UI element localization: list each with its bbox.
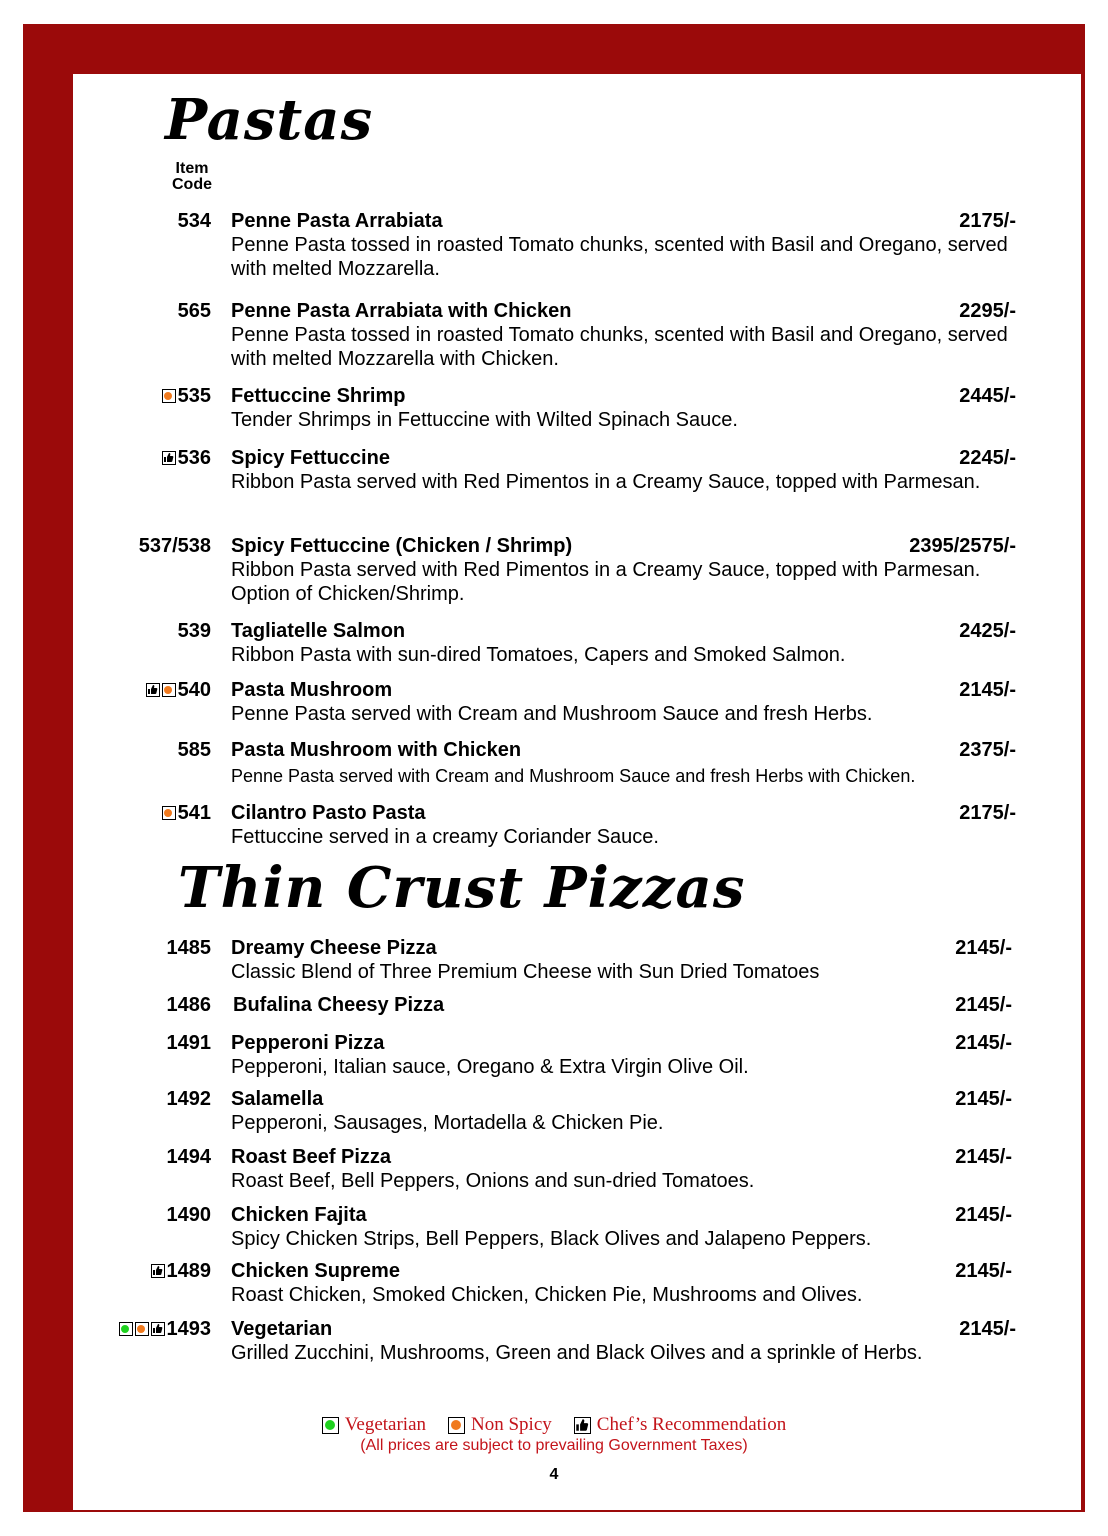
item-price: 2145/- (955, 1204, 1012, 1226)
item-description: Roast Beef, Bell Peppers, Onions and sun-dried Tomatoes. (231, 1170, 755, 1192)
item-code: 1493 (100, 1317, 211, 1341)
chef-recommendation-icon (151, 1264, 165, 1278)
item-name: Dreamy Cheese Pizza (231, 937, 437, 959)
item-code: 534 (177, 210, 211, 232)
item-name: Pasta Mushroom with Chicken (231, 739, 522, 761)
item-name: Spicy Fettuccine (231, 447, 390, 469)
item-name: Cilantro Pasto Pasta (231, 802, 426, 824)
section-title-pizzas: Thin Crust Pizzas (178, 855, 746, 921)
item-name: Chicken Supreme (231, 1260, 400, 1282)
legend-chef-recommendation: Chef’s Recommendation (574, 1414, 786, 1436)
chef-recommendation-icon (151, 1322, 165, 1336)
chef-recommendation-icon (574, 1417, 591, 1434)
non-spicy-icon (162, 806, 176, 820)
legend-non-spicy: Non Spicy (448, 1414, 552, 1436)
item-description: Spicy Chicken Strips, Bell Peppers, Black Olives and Jalapeno Peppers. (231, 1228, 872, 1250)
tax-note: (All prices are subject to prevailing Government Taxes) (360, 1437, 748, 1454)
chef-recommendation-icon (146, 683, 160, 697)
item-description: Roast Chicken, Smoked Chicken, Chicken Pie, Mushrooms and Olives. (231, 1284, 863, 1306)
legend (0, 1414, 1108, 1436)
item-code: 1486 (166, 994, 211, 1016)
item-description: Tender Shrimps in Fettuccine with Wilted Spinach Sauce. (231, 409, 738, 431)
page-number: 4 (549, 1466, 559, 1483)
item-description: Penne Pasta served with Cream and Mushroom Sauce and fresh Herbs with Chicken. (231, 766, 916, 786)
item-price: 2145/- (959, 679, 1016, 701)
section-title-pastas: Pastas (165, 87, 374, 153)
item-code: 585 (177, 739, 211, 761)
item-price: 2175/- (959, 210, 1016, 232)
item-price: 2145/- (955, 994, 1012, 1016)
item-price: 2245/- (959, 447, 1016, 469)
item-code: 1494 (166, 1146, 211, 1168)
item-code: 565 (177, 300, 211, 322)
item-code-header: Item Code (172, 160, 212, 193)
non-spicy-icon (162, 683, 176, 697)
item-price: 2445/- (959, 385, 1016, 407)
item-price: 2145/- (955, 1032, 1012, 1054)
item-name: Spicy Fettuccine (Chicken / Shrimp) (231, 535, 573, 557)
item-description: Penne Pasta tossed in roasted Tomato chunks, scented with Basil and Oregano, served with melted Mozzarella with Chicken. (231, 324, 1008, 370)
item-description: Fettuccine served in a creamy Coriander Sauce. (231, 826, 659, 848)
item-name: Vegetarian (231, 1318, 333, 1340)
legend-vegetarian: Vegetarian (322, 1414, 426, 1436)
item-price: 2375/- (959, 739, 1016, 761)
item-price: 2145/- (955, 1260, 1012, 1282)
item-code: 1489 (100, 1259, 211, 1283)
item-code: 537/538 (138, 535, 211, 557)
item-description: Ribbon Pasta with sun-dired Tomatoes, Capers and Smoked Salmon. (231, 644, 846, 666)
item-code: 540 (100, 678, 211, 702)
item-code: 1485 (166, 937, 211, 959)
item-code: 1490 (166, 1204, 211, 1226)
item-name: Salamella (231, 1088, 324, 1110)
item-price: 2425/- (959, 620, 1016, 642)
item-name: Fettuccine Shrimp (231, 385, 406, 407)
chef-recommendation-icon (162, 451, 176, 465)
item-price: 2295/- (959, 300, 1016, 322)
item-description: Ribbon Pasta served with Red Pimentos in a Creamy Sauce, topped with Parmesan. Option of Chicken/Shrimp. (231, 559, 981, 605)
item-code: 1492 (166, 1088, 211, 1110)
non-spicy-icon (448, 1417, 465, 1434)
item-description: Pepperoni, Sausages, Mortadella & Chicken Pie. (231, 1112, 664, 1134)
item-price: 2175/- (959, 802, 1016, 824)
item-description: Ribbon Pasta served with Red Pimentos in a Creamy Sauce, topped with Parmesan. (231, 471, 981, 493)
item-code: 541 (100, 801, 211, 825)
item-name: Chicken Fajita (231, 1204, 367, 1226)
item-name: Tagliatelle Salmon (231, 620, 406, 642)
vegetarian-icon (322, 1417, 339, 1434)
item-name: Penne Pasta Arrabiata with Chicken (231, 300, 572, 322)
item-price: 2145/- (955, 937, 1012, 959)
item-name: Penne Pasta Arrabiata (231, 210, 443, 232)
item-description: Penne Pasta served with Cream and Mushroom Sauce and fresh Herbs. (231, 703, 873, 725)
item-code: 535 (100, 384, 211, 408)
item-name: Pasta Mushroom (231, 679, 393, 701)
item-name: Roast Beef Pizza (231, 1146, 392, 1168)
vegetarian-icon (119, 1322, 133, 1336)
item-code: 536 (100, 446, 211, 470)
item-code: 539 (177, 620, 211, 642)
non-spicy-icon (162, 389, 176, 403)
item-description: Pepperoni, Italian sauce, Oregano & Extra Virgin Olive Oil. (231, 1056, 749, 1078)
item-description: Grilled Zucchini, Mushrooms, Green and Black Oilves and a sprinkle of Herbs. (231, 1342, 923, 1364)
non-spicy-icon (135, 1322, 149, 1336)
item-description: Penne Pasta tossed in roasted Tomato chunks, scented with Basil and Oregano, served with melted Mozzarella. (231, 234, 1008, 280)
item-code: 1491 (166, 1032, 211, 1054)
item-price: 2145/- (955, 1146, 1012, 1168)
item-price: 2145/- (959, 1318, 1016, 1340)
item-name: Pepperoni Pizza (231, 1032, 385, 1054)
item-name: Bufalina Cheesy Pizza (233, 994, 445, 1016)
item-price: 2145/- (955, 1088, 1012, 1110)
item-description: Classic Blend of Three Premium Cheese with Sun Dried Tomatoes (231, 961, 820, 983)
item-price: 2395/2575/- (909, 535, 1016, 557)
